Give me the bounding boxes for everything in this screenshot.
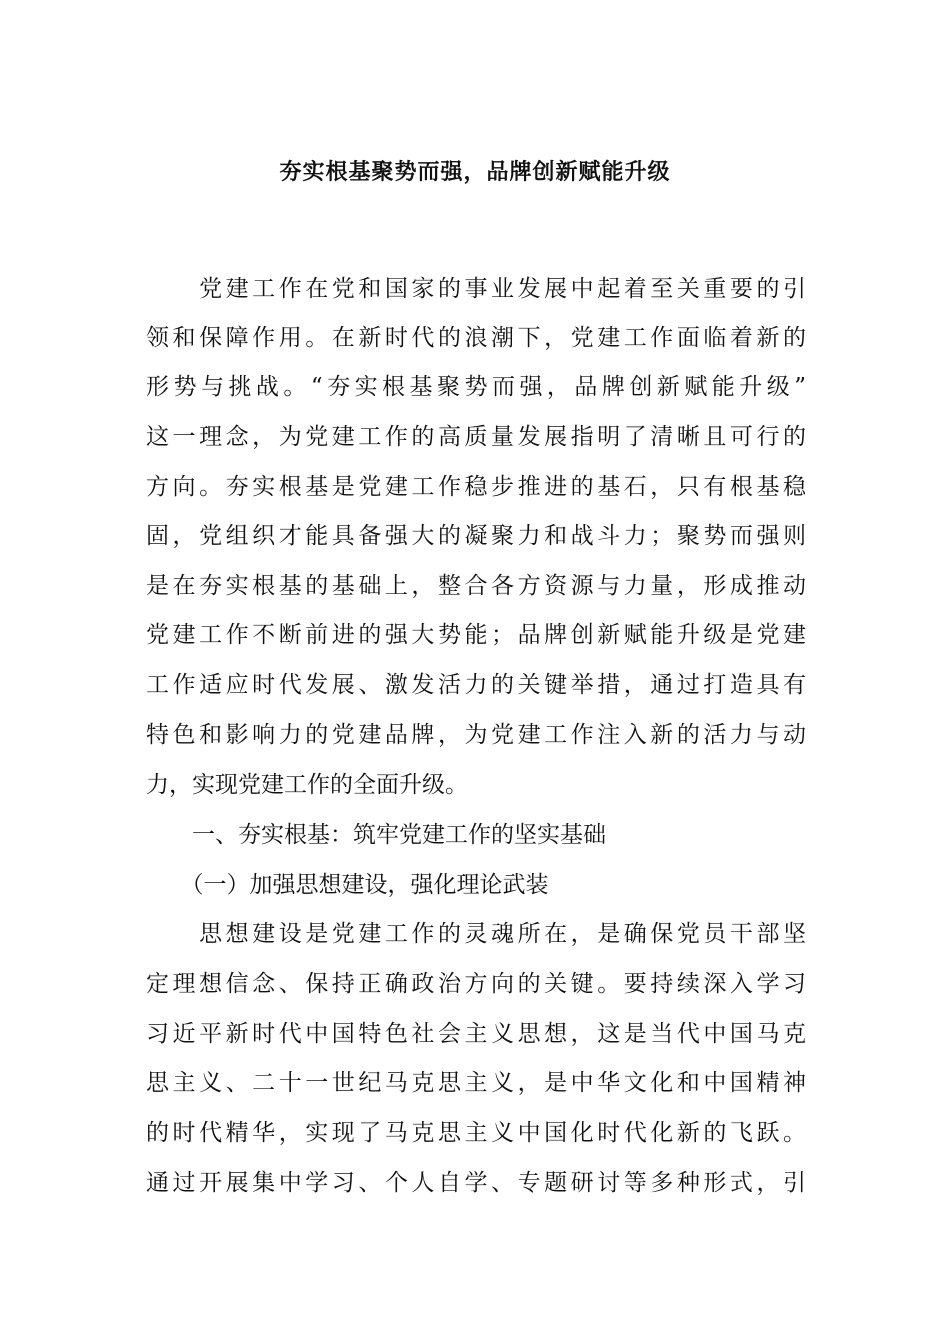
paragraph-line: 的时代精华，实现了马克思主义中国化时代化新的飞跃。 <box>146 1120 806 1146</box>
paragraph-line: 形势与挑战。“夯实根基聚势而强，品牌创新赋能升级” <box>146 374 806 400</box>
paragraph-line: 领和保障作用。在新时代的浪潮下，党建工作面临着新的 <box>146 325 806 351</box>
subsection-heading: （一）加强思想建设，强化理论武装 <box>146 872 549 898</box>
paragraph-line: 特色和影响力的党建品牌，为党建工作注入新的活力与动 <box>146 722 806 748</box>
paragraph-line: 党建工作在党和国家的事业发展中起着至关重要的引 <box>146 276 806 302</box>
paragraph-line: 固，党组织才能具备强大的凝聚力和战斗力；聚势而强则 <box>146 523 806 549</box>
paragraph-line: 力，实现党建工作的全面升级。 <box>146 772 468 798</box>
section-heading: 一、夯实根基：筑牢党建工作的坚实基础 <box>146 822 606 848</box>
paragraph-line: 思想建设是党建工作的灵魂所在，是确保党员干部坚 <box>146 921 806 947</box>
paragraph-line: 是在夯实根基的基础上，整合各方资源与力量，形成推动 <box>146 573 806 599</box>
paragraph-line: 方向。夯实根基是党建工作稳步推进的基石，只有根基稳 <box>146 474 806 500</box>
paragraph-line: 习近平新时代中国特色社会主义思想，这是当代中国马克 <box>146 1021 806 1047</box>
paragraph-line: 工作适应时代发展、激发活力的关键举措，通过打造具有 <box>146 672 806 698</box>
paragraph-line: 通过开展集中学习、个人自学、专题研讨等多种形式，引 <box>146 1170 806 1196</box>
paragraph-line: 这一理念，为党建工作的高质量发展指明了清晰且可行的 <box>146 424 806 450</box>
document-title: 夯实根基聚势而强，品牌创新赋能升级 <box>279 160 671 185</box>
paragraph-line: 定理想信念、保持正确政治方向的关键。要持续深入学习 <box>146 971 806 997</box>
paragraph-line: 思主义、二十一世纪马克思主义，是中华文化和中国精神 <box>146 1070 806 1096</box>
paragraph-line: 党建工作不断前进的强大势能；品牌创新赋能升级是党建 <box>146 622 806 648</box>
